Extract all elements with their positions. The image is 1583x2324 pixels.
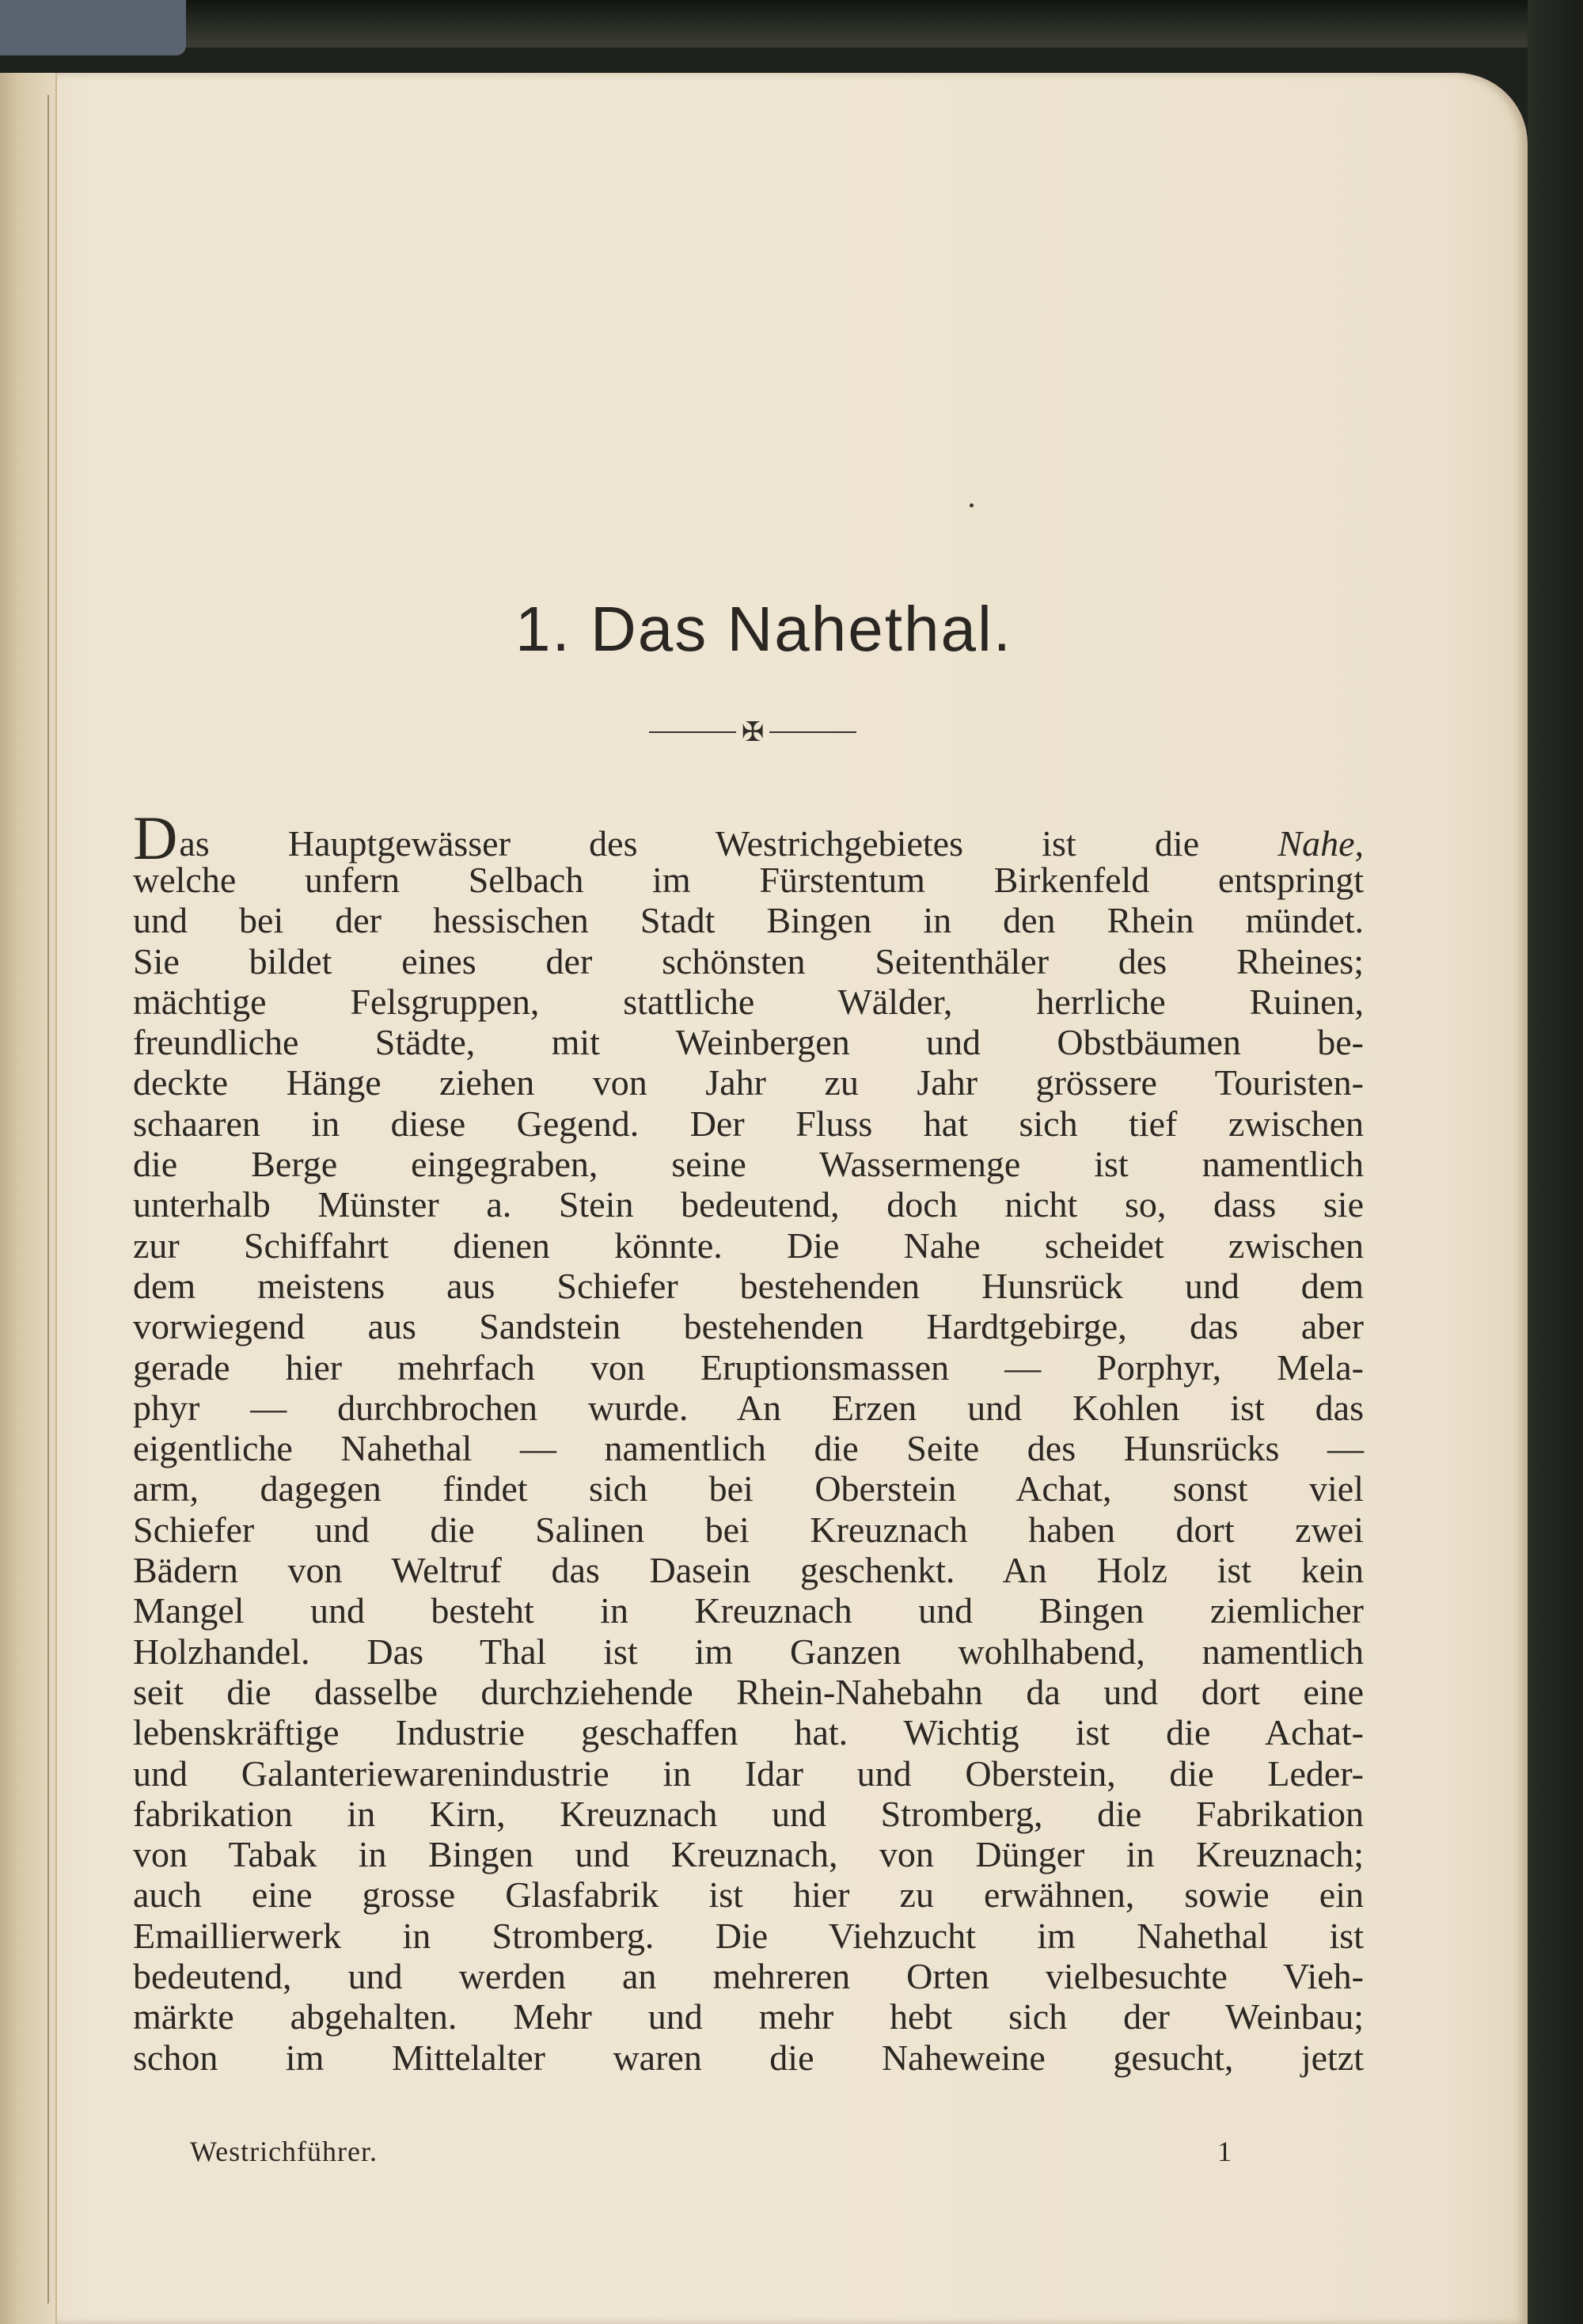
chapter-title: 1. Das Nahethal.	[515, 594, 1012, 664]
text-line: arm, dagegen findet sich bei Oberstein Achat, sonst viel	[133, 1468, 1364, 1509]
text-line: deckte Hänge ziehen von Jahr zu Jahr grössere Touristen-	[133, 1062, 1364, 1103]
first-line-text: as Hauptgewässer des Westrichgebietes ist die	[179, 823, 1200, 864]
text-line: und bei der hessischen Stadt Bingen in den Rhein mündet.	[133, 900, 1364, 941]
ornament-rule-left	[649, 731, 736, 733]
text-line: freundliche Städte, mit Weinbergen und Obstbäumen be-	[133, 1022, 1364, 1063]
text-line: phyr — durchbrochen wurde. An Erzen und Kohlen ist das	[133, 1387, 1364, 1428]
book-cover-edge	[1528, 0, 1583, 2324]
text-line: auch eine grosse Glasfabrik ist hier zu erwähnen, sowie ein	[133, 1874, 1364, 1916]
page-tab	[0, 0, 186, 55]
text-line: schon im Mittelalter waren die Naheweine gesucht, jetzt	[133, 2037, 1364, 2078]
first-line-italic: Nahe,	[1277, 823, 1364, 864]
gutter-line	[47, 95, 49, 2303]
text-line: Bädern von Weltruf das Dasein geschenkt. An Holz ist kein	[133, 1550, 1364, 1591]
text-line: Sie bildet eines der schönsten Seitenthäler des Rheines;	[133, 940, 1364, 982]
text-line: und Galanteriewarenindustrie in Idar und Oberstein, die Leder-	[133, 1752, 1364, 1794]
text-line: unterhalb Münster a. Stein bedeutend, doch nicht so, dass sie	[133, 1184, 1364, 1225]
text-line: gerade hier mehrfach von Eruptionsmassen — Porphyr, Mela-	[133, 1346, 1364, 1388]
text-line: zur Schiffahrt dienen könnte. Die Nahe scheidet zwischen	[133, 1225, 1364, 1266]
text-line: Emaillierwerk in Stromberg. Die Viehzucht im Nahethal ist	[133, 1915, 1364, 1956]
title-ornament	[649, 716, 856, 748]
text-line: mächtige Felsgruppen, stattliche Wälder, herrliche Ruinen,	[133, 981, 1364, 1022]
text-line: dem meistens aus Schiefer bestehenden Hunsrück und dem	[133, 1265, 1364, 1306]
text-line: Holzhandel. Das Thal ist im Ganzen wohlhabend, namentlich	[133, 1631, 1364, 1672]
text-line: welche unfern Selbach im Fürstentum Birkenfeld entspringt	[133, 860, 1364, 900]
text-line: vorwiegend aus Sandstein bestehenden Hardtgebirge, das aber	[133, 1306, 1364, 1347]
ornament-cross-icon: ✠	[741, 716, 765, 748]
signature-mark: Westrichführer.	[190, 2136, 378, 2167]
book-binding-top	[0, 0, 1583, 47]
sheet-number: 1	[1217, 2136, 1232, 2167]
text-line: von Tabak in Bingen und Kreuznach, von Dünger in Kreuznach;	[133, 1834, 1364, 1875]
text-line: eigentliche Nahethal — namentlich die Seite des Hunsrücks —	[133, 1428, 1364, 1469]
text-line: Schiefer und die Salinen bei Kreuznach haben dort zwei	[133, 1509, 1364, 1550]
text-line: fabrikation in Kirn, Kreuznach und Stromberg, die Fabrikation	[133, 1793, 1364, 1834]
text-line: seit die dasselbe durchziehende Rhein-Nahebahn da und dort eine	[133, 1671, 1364, 1712]
chapter-body	[133, 803, 1364, 2078]
first-line	[133, 803, 1364, 872]
drop-cap: D	[133, 803, 178, 872]
paper-speck	[970, 503, 974, 507]
text-line: märkte abgehalten. Mehr und mehr hebt sich der Weinbau;	[133, 1996, 1364, 2037]
text-line: lebenskräftige Industrie geschaffen hat. Wichtig ist die Achat-	[133, 1712, 1364, 1753]
text-line: die Berge eingegraben, seine Wassermenge ist namentlich	[133, 1144, 1364, 1185]
text-line: schaaren in diese Gegend. Der Fluss hat sich tief zwischen	[133, 1103, 1364, 1144]
text-line: bedeutend, und werden an mehreren Orten vielbesuchte Vieh-	[133, 1956, 1364, 1997]
text-line: Mangel und besteht in Kreuznach und Bingen ziemlicher	[133, 1590, 1364, 1631]
ornament-rule-right	[769, 731, 856, 733]
